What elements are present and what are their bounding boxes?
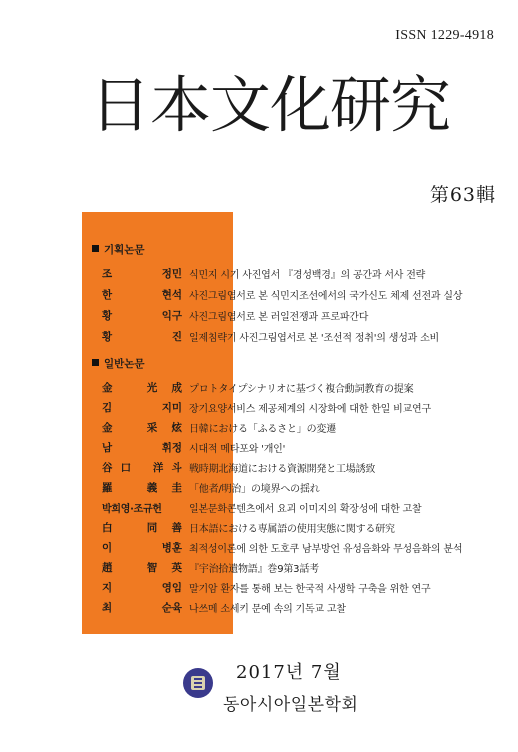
list-item[interactable] xyxy=(0,580,518,597)
list-item[interactable] xyxy=(0,420,518,437)
issn: ISSN 1229-4918 xyxy=(395,28,494,43)
article-title[interactable]: 일본문화콘텐츠에서 요괴 이미지의 확장성에 대한 고찰 xyxy=(189,504,422,515)
article-title[interactable]: 사진그림엽서로 본 식민지조선에서의 국가신도 체제 선전과 실상 xyxy=(189,291,463,302)
list-item[interactable] xyxy=(0,329,518,346)
section-heading-general: 일반논문 xyxy=(92,356,145,371)
list-item[interactable] xyxy=(0,380,518,397)
list-item[interactable] xyxy=(0,560,518,577)
article-author: 지 영임 xyxy=(102,582,182,594)
article-author: 최 순육 xyxy=(102,602,182,614)
article-title[interactable]: 『宇治拾遺物語』巻9第3話考 xyxy=(189,564,319,575)
list-item[interactable] xyxy=(0,520,518,537)
article-title[interactable]: 「他者/明治」の境界への揺れ xyxy=(189,484,320,495)
journal-title: 日本文化研究 xyxy=(90,70,451,141)
section-heading-featured: 기획논문 xyxy=(92,242,145,257)
society-emblem-icon xyxy=(183,668,213,698)
list-item[interactable] xyxy=(0,308,518,325)
list-item[interactable] xyxy=(0,480,518,497)
article-author: 황 진 xyxy=(102,331,182,343)
article-title[interactable]: 말기암 환자를 통해 보는 한국적 사생학 구축을 위한 연구 xyxy=(189,584,431,595)
article-author: 羅 義圭 xyxy=(102,482,182,494)
issue-date: 2017년 7월 xyxy=(236,662,342,683)
publisher-name: 동아시아일본학회 xyxy=(223,695,359,715)
article-title[interactable]: 사진그림엽서로 본 러일전쟁과 프로파간다 xyxy=(189,312,369,323)
list-item[interactable] xyxy=(0,500,518,517)
list-item[interactable] xyxy=(0,540,518,557)
article-author: 이 병훈 xyxy=(102,542,182,554)
article-title[interactable]: 일제침략기 사진그림엽서로 본 '조선적 정취'의 생성과 소비 xyxy=(189,333,440,344)
article-author: 황 익구 xyxy=(102,310,182,322)
volume-number: 第63輯 xyxy=(429,184,496,206)
article-author: 金 采炫 xyxy=(102,422,182,434)
list-item[interactable] xyxy=(0,600,518,617)
article-title[interactable]: 日韓における「ふるさと」の変遷 xyxy=(189,424,336,435)
list-item[interactable] xyxy=(0,460,518,477)
list-item[interactable] xyxy=(0,440,518,457)
list-item[interactable] xyxy=(0,266,518,283)
article-title[interactable]: プロトタイプシナリオに基づく複合動詞教育の提案 xyxy=(189,384,414,395)
emblem-glyph-icon xyxy=(189,674,207,692)
article-author: 남 휘정 xyxy=(102,442,182,454)
article-title[interactable]: 나쓰메 소세키 문예 속의 기독교 고찰 xyxy=(189,604,346,615)
article-author: 白 同善 xyxy=(102,522,182,534)
bullet-square-icon xyxy=(92,359,99,366)
article-title[interactable]: 日本語における専属語の使用実態に関する研究 xyxy=(189,524,395,535)
article-author: 谷口 洋斗 xyxy=(102,462,182,474)
article-title[interactable]: 장기요양서비스 제공체계의 시장화에 대한 한일 비교연구 xyxy=(189,404,431,415)
article-author: 조 정민 xyxy=(102,268,182,280)
article-author: 金 光成 xyxy=(102,382,182,394)
article-title[interactable]: 시대적 메타포와 '개인' xyxy=(189,444,286,455)
bullet-square-icon xyxy=(92,245,99,252)
list-item[interactable] xyxy=(0,400,518,417)
article-author: 김 지미 xyxy=(102,402,182,414)
article-author: 趙 智英 xyxy=(102,562,182,574)
article-title[interactable]: 식민지 시기 사진엽서 『경성백경』의 공간과 서사 전략 xyxy=(189,270,426,281)
article-author: 박희영·조규헌 xyxy=(102,504,162,515)
list-item[interactable] xyxy=(0,287,518,304)
article-author: 한 현석 xyxy=(102,289,182,301)
article-title[interactable]: 戦時期北海道における資源開発と工場誘致 xyxy=(189,464,376,475)
article-title[interactable]: 최적성이론에 의한 도호쿠 남부방언 유성음화와 무성음화의 분석 xyxy=(189,544,463,555)
